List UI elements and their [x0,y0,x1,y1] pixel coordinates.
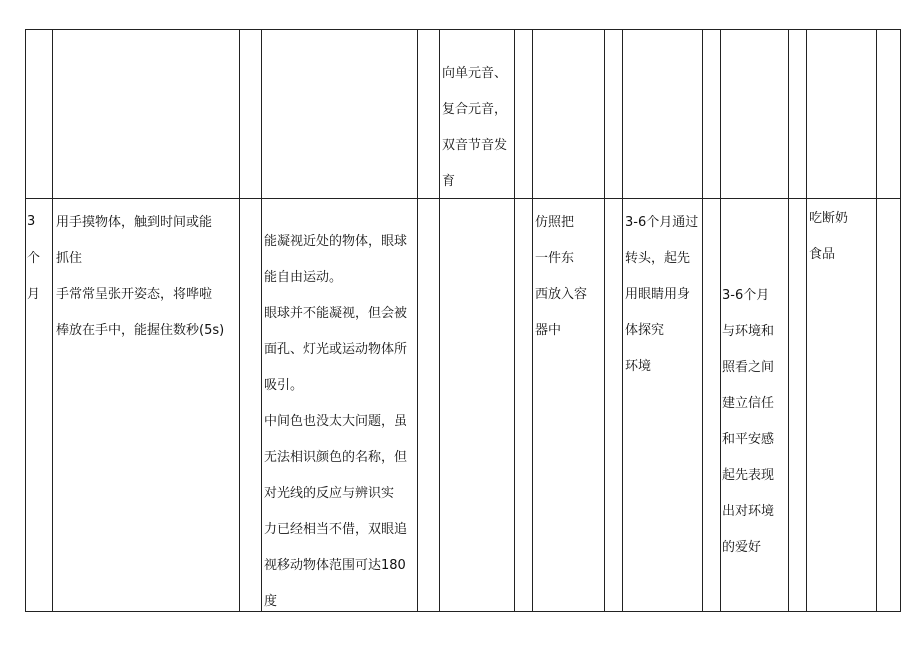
column-border [514,29,515,612]
column-border [532,29,533,612]
text-line: 用眼睛用身 [625,287,691,302]
text-line: 无法相识颜色的名称，但 [264,450,408,465]
text-line: 复合元音， [442,102,508,117]
social-emotional-cell [722,278,774,566]
text-line: 出对环境 [722,504,775,519]
exploration-cell [625,205,698,385]
text-line: 力已经相当不借，双眼追 [264,522,408,537]
column-border [417,29,418,612]
column-border [52,29,53,612]
imitation-cell [535,205,587,349]
text-line: 器中 [535,323,562,338]
table-top-border [25,29,901,30]
text-line: 体探究 [625,323,665,338]
table-bottom-border [25,611,901,612]
text-line: 抓住 [56,251,83,266]
column-border [806,29,807,612]
text-line: 与环境和 [722,324,775,339]
text-line: 3-6个月 [722,288,770,303]
column-border [900,29,901,612]
text-line: 面孔、灯光或运动物体所 [264,342,408,357]
column-border [239,29,240,612]
text-line: 育 [442,174,456,189]
motor-development-cell [56,205,224,349]
column-border [702,29,703,612]
column-border [439,29,440,612]
text-line: 和平安感 [722,432,775,447]
feeding-cell [809,201,848,273]
text-line: 视移动物体范围可达180 [264,558,406,573]
text-line: 用手摸物体，触到时间或能 [56,215,213,230]
text-line: 吸引。 [264,378,304,393]
text-line: 转头，起先 [625,251,691,266]
text-line: 能自由运动。 [264,270,343,285]
speech-development-cell [442,56,507,200]
text-line: 一件东 [535,251,575,266]
text-line: 建立信任 [722,396,775,411]
text-line: 度 [264,594,278,609]
text-line: 仿照把 [535,215,575,230]
text-line: 照看之间 [722,360,775,375]
column-border [25,29,26,612]
text-line: 西放入容 [535,287,588,302]
vision-development-cell [264,224,407,620]
text-line: 眼球并不能凝视，但会被 [264,306,408,321]
text-line: 个 [27,250,41,266]
text-line: 环境 [625,359,652,374]
text-line: 月 [27,287,41,302]
column-border [604,29,605,612]
text-line: 的爱好 [722,540,762,555]
column-border [788,29,789,612]
text-line: 中间色也没太大问题，虽 [264,414,408,429]
text-line: 双音节音发 [442,138,508,153]
text-line: 3 [27,214,36,229]
age-cell [27,204,40,314]
text-line: 起先表现 [722,468,775,483]
column-border [720,29,721,612]
text-line: 对光线的反应与辨识实 [264,486,395,501]
text-line: 吃断奶 [809,211,849,226]
text-line: 向单元音、 [442,66,508,81]
text-line: 棒放在手中，能握住数秒(5s) [56,323,225,338]
column-border [261,29,262,612]
text-line: 手常常呈张开姿态，将哗啦 [56,287,213,302]
text-line: 3-6个月通过 [625,215,699,230]
text-line: 能凝视近处的物体，眼球 [264,234,408,249]
column-border [622,29,623,612]
text-line: 食品 [809,247,836,262]
column-border [876,29,877,612]
